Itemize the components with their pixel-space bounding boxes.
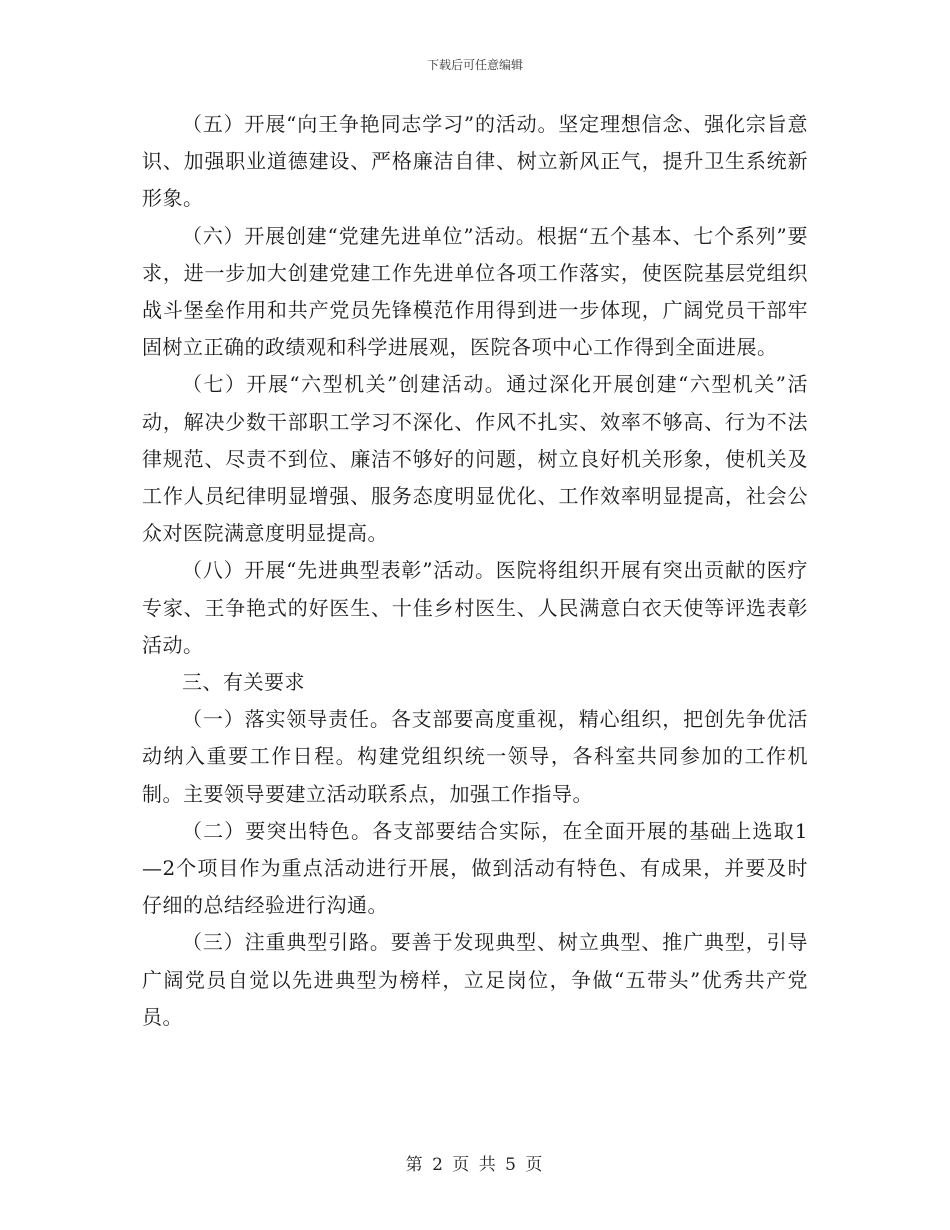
paragraph-activity-7: （七）开展“六型机关”创建活动。通过深化开展创建“六型机关”活动，解决少数干部职工学习不深化、作风不扎实、效率不够高、行为不法律规范、尽责不到位、廉洁不够好的问题，树立良好机关形象，使机关及工作人员纪律明显增强、服务态度明显优化、工作效率明显提高，社会公众对医院满意度明显提高。 <box>142 372 808 546</box>
page-number: 第 2 页 共 5 页 <box>405 1155 545 1175</box>
document-body <box>142 106 808 1036</box>
header-note: 下载后可任意编辑 <box>426 58 523 72</box>
paragraph-activity-5: （五）开展“向王争艳同志学习”的活动。坚定理想信念、强化宗旨意识、加强职业道德建设、严格廉洁自律、树立新风正气，提升卫生系统新形象。 <box>142 112 808 211</box>
paragraph-requirement-3: （三）注重典型引路。要善于发现典型、树立典型、推广典型，引导广阔党员自觉以先进典型为榜样，立足岗位，争做“五带头”优秀共产党员。 <box>142 930 808 1029</box>
paragraph-requirement-2: （二）要突出特色。各支部要结合实际，在全面开展的基础上选取1—2个项目作为重点活动进行开展，做到活动有特色、有成果，并要及时仔细的总结经验进行沟通。 <box>142 818 808 918</box>
paragraph-activity-6: （六）开展创建“党建先进单位”活动。根据“五个基本、七个系列”要求，进一步加大创建党建工作先进单位各项工作落实，使医院基层党组织战斗堡垒作用和共产党员先锋模范作用得到进一步体现，广阔党员干部牢固树立正确的政绩观和科学进展观，医院各项中心工作得到全面进展。 <box>142 223 808 360</box>
paragraph-activity-8: （八）开展“先进典型表彰”活动。医院将组织开展有突出贡献的医疗专家、王争艳式的好医生、十佳乡村医生、人民满意白衣天使等评选表彰活动。 <box>142 558 808 657</box>
section-heading-requirements: 三、有关要求 <box>182 670 305 695</box>
paragraph-requirement-1: （一）落实领导责任。各支部要高度重视，精心组织，把创先争优活动纳入重要工作日程。构建党组织统一领导，各科室共同参加的工作机制。主要领导要建立活动联系点，加强工作指导。 <box>142 707 808 806</box>
